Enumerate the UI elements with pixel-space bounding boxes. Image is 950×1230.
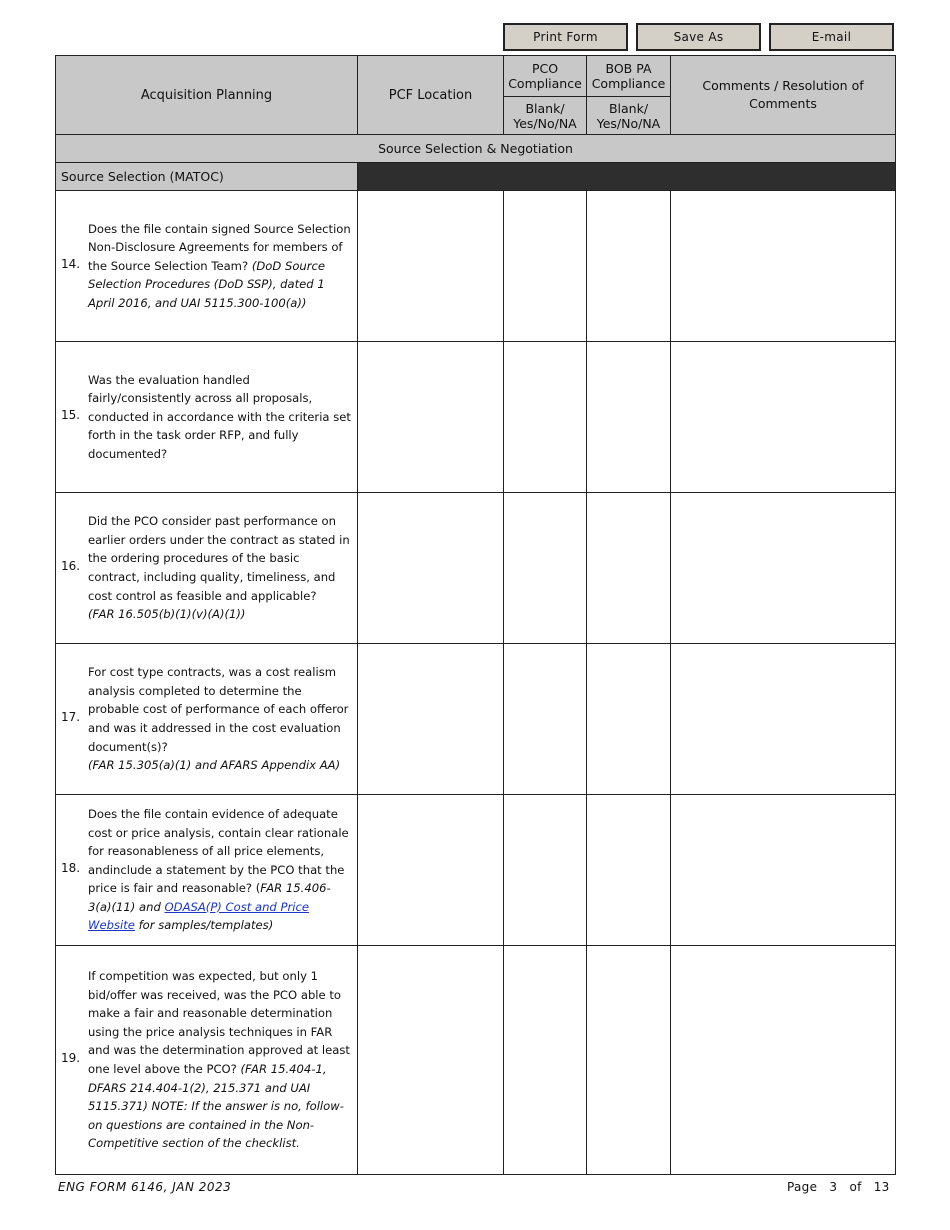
question-text: Does the file contain evidence of adequate cost or price analysis, contain clear rationale for reasonableness of all price elements, andinclude a statement by the PCO that the price is fair and reasonable? (FAR 15.406-3(a)(11) and ODASA(P) Cost and Price Website for samples/templates) [88, 806, 349, 933]
save-as-button[interactable]: Save As [636, 23, 761, 51]
pcf-location-input[interactable] [358, 191, 504, 342]
pco-compliance-input[interactable] [504, 493, 587, 644]
page-total: 13 [873, 1180, 890, 1194]
comments-input[interactable] [671, 191, 896, 342]
pcf-location-input[interactable] [358, 493, 504, 644]
question-number: 17. [61, 710, 81, 724]
question-cell [56, 342, 358, 493]
question-cell [56, 946, 358, 1175]
bob-compliance-input[interactable] [587, 795, 671, 946]
page-indicator [787, 1180, 898, 1194]
header-comments: Comments / Resolution of Comments [671, 56, 896, 135]
comments-input[interactable] [671, 493, 896, 644]
pco-compliance-input[interactable] [504, 191, 587, 342]
pcf-location-input[interactable] [358, 644, 504, 795]
question-text: For cost type contracts, was a cost realism analysis completed to determine the probable cost of performance of each offeror and was it addressed in the cost evaluation document(s)? (FAR 15.305(a)(1) and AFARS Appendix AA) [88, 665, 349, 773]
comments-input[interactable] [671, 795, 896, 946]
section-title: Source Selection & Negotiation [56, 135, 896, 163]
table-row [56, 342, 896, 493]
question-text: Does the file contain signed Source Selection Non-Disclosure Agreements for members of the Source Selection Team? (DoD Source Selection Procedures (DoD SSP), dated 1 April 2016, and UAI 5115.300-100(a)) [88, 221, 351, 310]
header-pcf-location: PCF Location [358, 56, 504, 135]
subsection-shaded-bar [358, 163, 896, 191]
question-cell [56, 795, 358, 946]
checklist-table [55, 55, 896, 1175]
page-number: 3 [829, 1180, 838, 1194]
page-of-label: of [849, 1180, 862, 1194]
bob-compliance-input[interactable] [587, 946, 671, 1175]
bob-compliance-input[interactable] [587, 493, 671, 644]
question-cell [56, 191, 358, 342]
pcf-location-input[interactable] [358, 795, 504, 946]
bob-compliance-input[interactable] [587, 191, 671, 342]
table-row [56, 946, 896, 1175]
bob-compliance-input[interactable] [587, 644, 671, 795]
pco-compliance-input[interactable] [504, 644, 587, 795]
table-row [56, 191, 896, 342]
question-text: Did the PCO consider past performance on earlier orders under the contract as stated in the ordering procedures of the basic contract, including quality, timeliness, and cost control as feasible and applicable? (FAR 16.505(b)(1)(v)(A)(1)) [88, 514, 350, 622]
header-pco-compliance: PCO Compliance [504, 56, 587, 97]
cost-price-website-link[interactable]: ODASA(P) Cost and Price Website [88, 899, 309, 933]
comments-input[interactable] [671, 946, 896, 1175]
pco-compliance-input[interactable] [504, 946, 587, 1175]
page-label: Page [787, 1180, 818, 1194]
table-row [56, 795, 896, 946]
header-bob-sub: Blank/ Yes/No/NA [587, 97, 671, 135]
pco-compliance-input[interactable] [504, 342, 587, 493]
bob-compliance-input[interactable] [587, 342, 671, 493]
comments-input[interactable] [671, 644, 896, 795]
comments-input[interactable] [671, 342, 896, 493]
question-cell [56, 644, 358, 795]
question-cell [56, 493, 358, 644]
form-identifier: ENG FORM 6146, JAN 2023 [58, 1180, 232, 1194]
question-text: If competition was expected, but only 1 bid/offer was received, was the PCO able to make a fair and reasonable determination using the price analysis techniques in FAR and was the determination approved at least one level above the PCO? (FAR 15.404-1, DFARS 214.404-1(2), 215.371 and UAI 5115.371) NOTE: If the answer is no, follow-on questions are contained in the Non-Competitive section of the checklist. [88, 969, 350, 1151]
pcf-location-input[interactable] [358, 342, 504, 493]
question-number: 18. [61, 861, 81, 875]
table-row [56, 644, 896, 795]
header-pco-sub: Blank/ Yes/No/NA [504, 97, 587, 135]
subsection-title: Source Selection (MATOC) [56, 163, 358, 191]
email-button[interactable]: E-mail [769, 23, 894, 51]
header-bob-compliance: BOB PA Compliance [587, 56, 671, 97]
question-number: 14. [61, 257, 81, 271]
question-number: 19. [61, 1051, 81, 1065]
table-row [56, 493, 896, 644]
question-number: 15. [61, 408, 81, 422]
print-form-button[interactable]: Print Form [503, 23, 628, 51]
question-text: Was the evaluation handled fairly/consistently across all proposals, conducted in accordance with the criteria set forth in the task order RFP, and fully documented? [88, 372, 351, 461]
header-acquisition-planning: Acquisition Planning [56, 56, 358, 135]
pcf-location-input[interactable] [358, 946, 504, 1175]
pco-compliance-input[interactable] [504, 795, 587, 946]
question-number: 16. [61, 559, 81, 573]
